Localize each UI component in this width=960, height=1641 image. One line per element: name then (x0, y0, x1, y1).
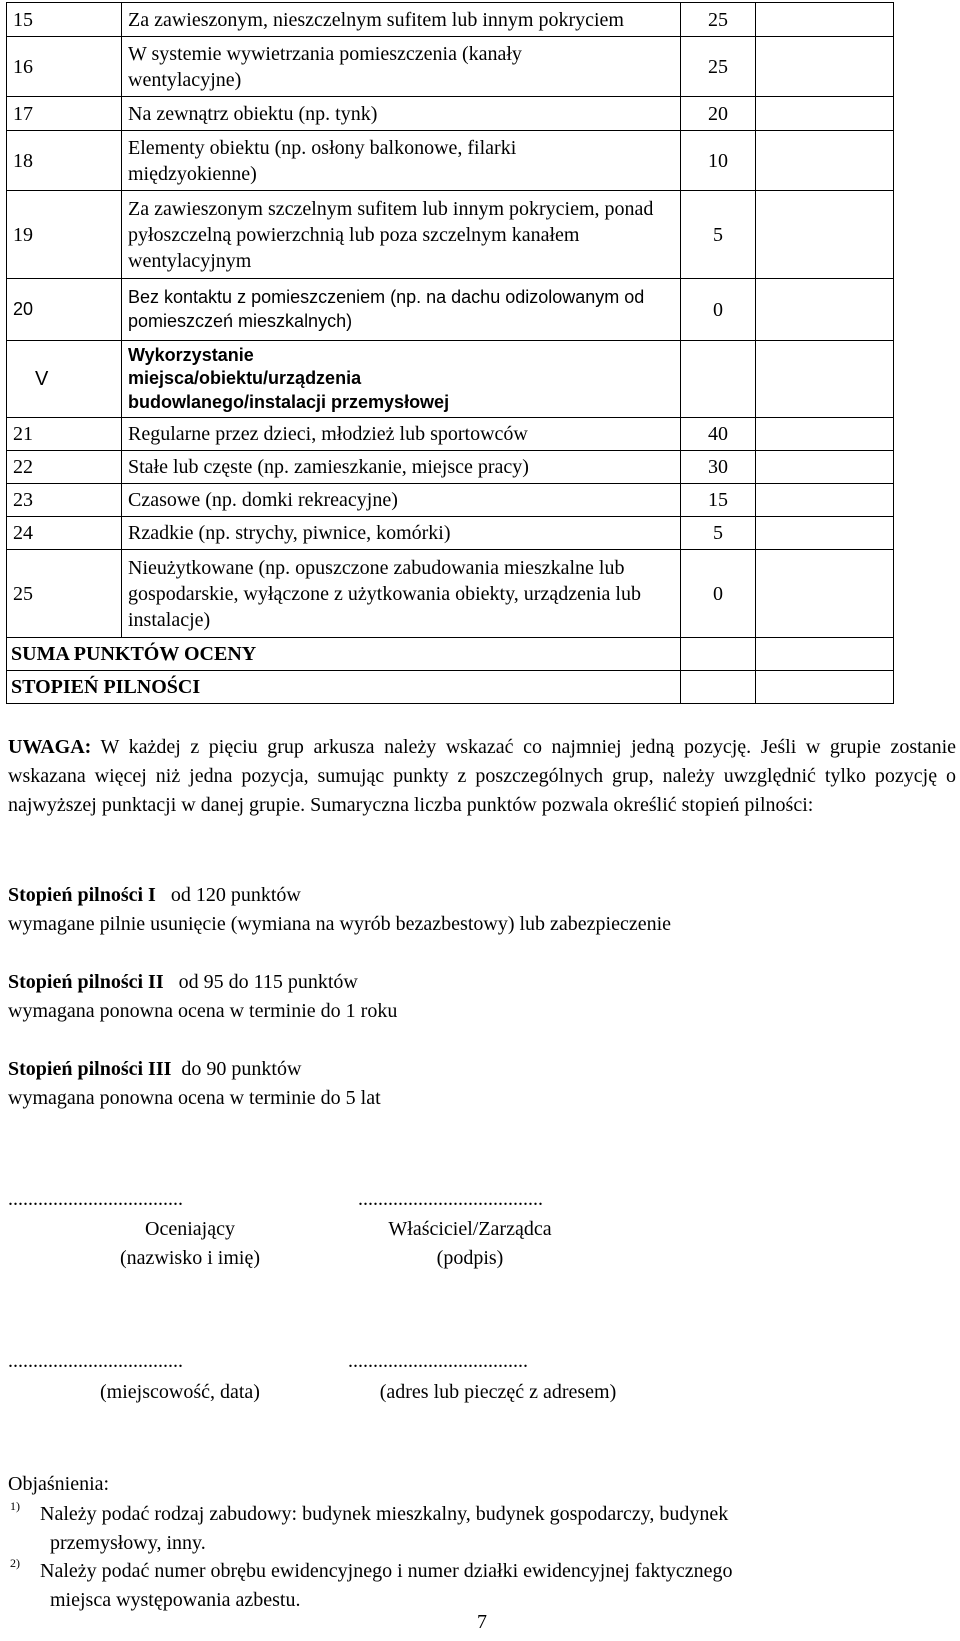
row-score-cell (756, 279, 894, 341)
row-description: Elementy obiektu (np. osłony balkonowe, filarki międzyokienne) (122, 131, 681, 191)
row-description: Za zawieszonym, nieszczelnym sufitem lub innym pokryciem (122, 3, 681, 37)
row-points: 5 (681, 191, 756, 279)
row-points: 30 (681, 451, 756, 484)
degree-description: wymagana ponowna ocena w terminie do 1 roku (8, 1000, 398, 1022)
section-header-row (7, 341, 894, 418)
table-row (7, 550, 894, 638)
row-points: 25 (681, 37, 756, 97)
place-dotted-line: ................................... (8, 1350, 183, 1372)
row-description: Stałe lub częste (np. zamieszkanie, miejsce pracy) (122, 451, 681, 484)
sum-score-cell (756, 638, 894, 671)
row-description: Za zawieszonym szczelnym sufitem lub innym pokryciem, ponad pyłoszczelną powierzchnią lub poza szczelnym kanałem wentylacyjnym (122, 191, 681, 279)
footnote-1 (8, 1500, 956, 1558)
page-number: 7 (477, 1611, 487, 1633)
table-row (7, 484, 894, 517)
row-number: 21 (7, 418, 122, 451)
row-number: 16 (7, 37, 122, 97)
sum-points-cell (681, 638, 756, 671)
degree-score-cell (756, 671, 894, 704)
row-description: Regularne przez dzieci, młodzież lub sportowców (122, 418, 681, 451)
row-number: 17 (7, 97, 122, 131)
degree-description: wymagane pilnie usunięcie (wymiana na wyrób bezazbestowy) lub zabezpieczenie (8, 913, 672, 935)
row-score-cell (756, 451, 894, 484)
table-row (7, 451, 894, 484)
section-title: Wykorzystanie miejsca/obiektu/urządzenia budowlanego/instalacji przemysłowej (122, 341, 681, 418)
degree-block-1 (8, 881, 671, 939)
sum-label: SUMA PUNKTÓW OCENY (7, 638, 681, 671)
place-caption: (miejscowość, data) (100, 1381, 260, 1403)
row-score-cell (756, 418, 894, 451)
degree-description: wymagana ponowna ocena w terminie do 5 lat (8, 1087, 381, 1109)
degree-range: do 90 punktów (181, 1058, 302, 1080)
row-score-cell (756, 484, 894, 517)
row-number: 24 (7, 517, 122, 550)
footnote-mark: 1) (10, 1499, 20, 1513)
row-description: W systemie wywietrzania pomieszczenia (kanały wentylacyjne) (122, 37, 681, 97)
note-text: W każdej z pięciu grup arkusza należy wskazać co najmniej jedną pozycję. Jeśli w grupie zostanie wskazana więcej niż jedna pozycja, sumując punkty z poszczególnych grup, należy uwzględnić tylko pozycję o najwyższej punktacji w danej grupie. Sumaryczna liczba punktów pozwala określić stopień pilności: (8, 736, 956, 816)
row-score-cell (756, 97, 894, 131)
row-description: Rzadkie (np. strychy, piwnice, komórki) (122, 517, 681, 550)
explanations-title: Objaśnienia: (8, 1473, 110, 1495)
degree-label: Stopień pilności I (8, 884, 156, 906)
assessor-label: Oceniający (145, 1218, 235, 1240)
row-number: 23 (7, 484, 122, 517)
degree-range: od 120 punktów (170, 884, 301, 906)
row-points: 15 (681, 484, 756, 517)
degree-label: STOPIEŃ PILNOŚCI (7, 671, 681, 704)
footnote-line: przemysłowy, inny. (50, 1532, 206, 1554)
row-points: 0 (681, 550, 756, 638)
row-score-cell (756, 131, 894, 191)
row-description: Bez kontaktu z pomieszczeniem (np. na dachu odizolowanym od pomieszczeń mieszkalnych) (122, 279, 681, 341)
table-row (7, 517, 894, 550)
address-dotted-line: .................................... (348, 1350, 528, 1372)
footnote-mark: 2) (10, 1556, 20, 1570)
row-score-cell (756, 191, 894, 279)
row-number: 18 (7, 131, 122, 191)
owner-sublabel: (podpis) (436, 1247, 504, 1269)
row-number: 19 (7, 191, 122, 279)
degree-points-cell (681, 671, 756, 704)
owner-caption (350, 1215, 590, 1273)
footnote-line: Należy podać numer obrębu ewidencyjnego i numer działki ewidencyjnej faktycznego (40, 1560, 733, 1582)
degree-label: Stopień pilności II (8, 971, 164, 993)
table-row (7, 37, 894, 97)
assessor-caption (80, 1215, 300, 1273)
footnote-line: miejsca występowania azbestu. (50, 1589, 301, 1611)
row-score-cell (756, 37, 894, 97)
footnote-line: Należy podać rodzaj zabudowy: budynek mieszkalny, budynek gospodarczy, budynek (40, 1503, 729, 1525)
row-description: Czasowe (np. domki rekreacyjne) (122, 484, 681, 517)
degree-range: od 95 do 115 punktów (178, 971, 358, 993)
degree-block-2 (8, 968, 397, 1026)
section-score-cell (756, 341, 894, 418)
note-lead: UWAGA: (8, 736, 92, 758)
row-description: Na zewnątrz obiektu (np. tynk) (122, 97, 681, 131)
assessor-sublabel: (nazwisko i imię) (120, 1247, 260, 1269)
degree-block-3 (8, 1055, 381, 1113)
row-points: 0 (681, 279, 756, 341)
row-description: Nieużytkowane (np. opuszczone zabudowania mieszkalne lub gospodarskie, wyłączone z użytkowania obiekty, urządzenia lub instalacje) (122, 550, 681, 638)
table-row (7, 279, 894, 341)
row-points: 10 (681, 131, 756, 191)
table-row (7, 3, 894, 37)
assessor-dotted-line: ................................... (8, 1188, 183, 1210)
address-caption: (adres lub pieczęć z adresem) (379, 1381, 617, 1403)
section-number: V (7, 341, 122, 418)
row-score-cell (756, 517, 894, 550)
sum-row (7, 638, 894, 671)
row-points: 40 (681, 418, 756, 451)
section-points-cell (681, 341, 756, 418)
table-row (7, 418, 894, 451)
table-row (7, 131, 894, 191)
row-number: 25 (7, 550, 122, 638)
degree-label: Stopień pilności III (8, 1058, 172, 1080)
owner-label: Właściciel/Zarządca (388, 1218, 552, 1240)
row-points: 20 (681, 97, 756, 131)
scoring-table (6, 2, 894, 704)
row-number: 20 (7, 279, 122, 341)
row-score-cell (756, 3, 894, 37)
row-points: 25 (681, 3, 756, 37)
owner-dotted-line: ..................................... (358, 1188, 543, 1210)
table-row (7, 191, 894, 279)
row-points: 5 (681, 517, 756, 550)
row-number: 15 (7, 3, 122, 37)
table-row (7, 97, 894, 131)
footnote-2 (8, 1557, 956, 1615)
degree-row (7, 671, 894, 704)
row-number: 22 (7, 451, 122, 484)
row-score-cell (756, 550, 894, 638)
note-paragraph (8, 733, 956, 820)
